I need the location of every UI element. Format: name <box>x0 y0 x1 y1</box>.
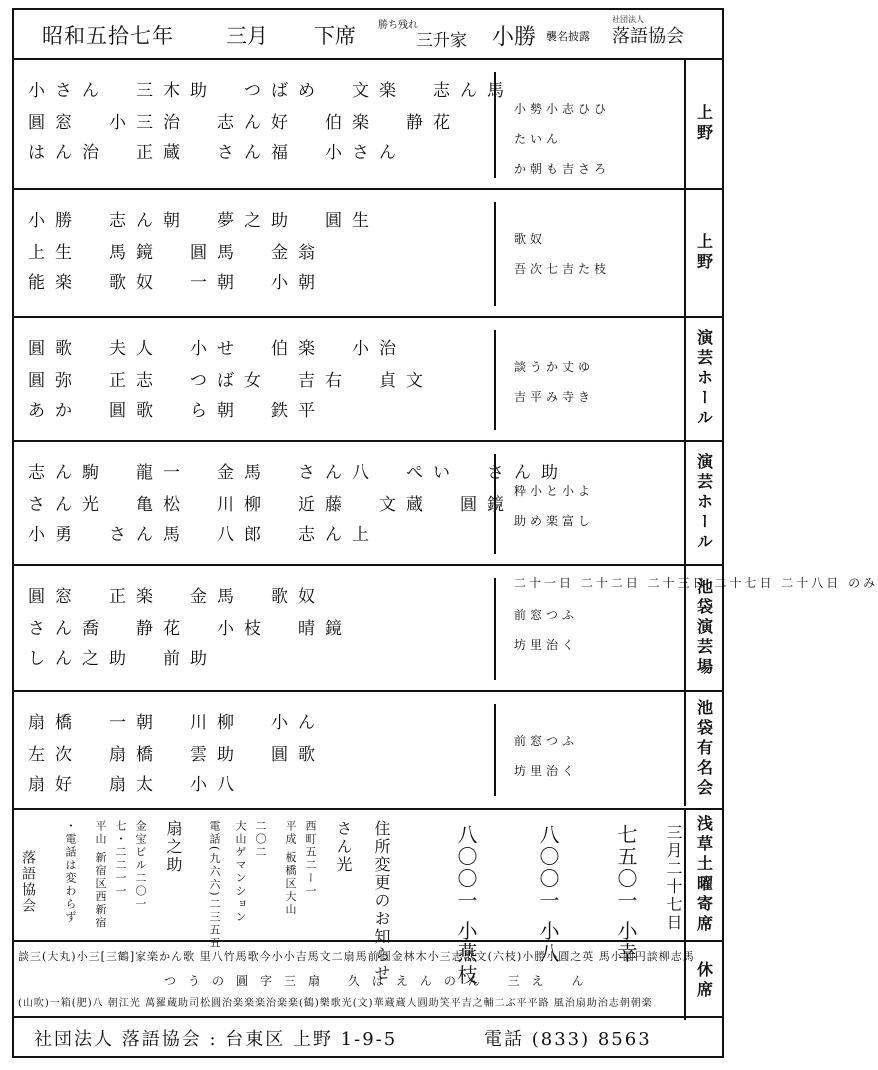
column-separator <box>494 202 496 306</box>
program-note: 吉平み寺き <box>514 390 595 404</box>
performer-row: さん光 亀松 川柳 近藤 文蔵 圓鏡 <box>28 495 514 515</box>
program-note: 小勢小志ひひ <box>514 102 611 116</box>
performer-row: 扇橋 一朝 川柳 小ん <box>28 713 325 733</box>
venue-block <box>14 442 686 564</box>
program-note: 談うか丈ゆ <box>514 360 595 374</box>
program-note: 坊里治く <box>514 764 579 778</box>
notice-line: ・電話は変わらず <box>64 820 77 924</box>
program-note: 歌奴 <box>514 232 547 246</box>
venue-label: 池袋演芸場 <box>694 578 714 678</box>
promo-2: 八〇〇一 小八 <box>536 824 560 965</box>
notice-line: さん光 <box>334 820 353 874</box>
header <box>14 10 722 58</box>
rest-line-3: (山吹)一箱(肥)八 朝江光 萬羅蔵助司松圓治楽楽楽治楽楽(鶴)樂歌光(文)華蔵蔵人圓助笑平吉之輔二ぶ平平路 風治扇助治志朝朝楽 <box>18 998 653 1009</box>
footer <box>14 1016 722 1056</box>
venue-block <box>14 190 686 316</box>
performer-row: 圓弥 正志 つば女 吉右 貞文 <box>28 371 433 391</box>
special-dates: 二十一日 二十二日 二十三日 二十七日 二十八日 のみ <box>514 576 878 590</box>
performer-row: 圓窓 正楽 金馬 歌奴 <box>28 587 325 607</box>
divider <box>14 440 722 442</box>
header-assoc: 落語協会 <box>612 26 684 47</box>
performer-row: 圓窓 小三治 志ん好 伯楽 静花 <box>28 113 460 133</box>
footer-phone: 電話 (833) 8563 <box>484 1029 652 1050</box>
header-org-name: 三升家 <box>416 31 467 51</box>
venue-label: 浅草土曜寄席 <box>694 815 714 935</box>
venue-column <box>684 60 722 188</box>
performer-row: 志ん駒 龍一 金馬 さん八 ぺい さん助 <box>28 463 568 483</box>
performer-row: さん喬 静花 小枝 晴鏡 <box>28 619 352 639</box>
program-sheet <box>12 8 878 1058</box>
venue-label: 演芸ホール <box>694 453 714 553</box>
column-separator <box>494 330 496 430</box>
performer-row: 能楽 歌奴 一朝 小朝 <box>28 273 325 293</box>
performer-row: 扇好 扇太 小八 <box>28 775 244 795</box>
performer-row: はん治 正蔵 さん福 小さん <box>28 143 406 163</box>
venue-block <box>14 318 686 440</box>
venue-column <box>684 318 722 440</box>
venue-label: 上野 <box>694 233 714 273</box>
program-note: 前窓つふ <box>514 608 579 622</box>
column-separator <box>494 578 496 680</box>
program-note: 粋小と小よ <box>514 484 595 498</box>
venue-block <box>14 60 686 188</box>
rest-block <box>14 942 695 1020</box>
program-note: たいん <box>514 132 563 146</box>
notice-date: 三月二十七日 <box>664 824 683 932</box>
header-assoc-small: 社団法人 <box>612 15 644 24</box>
header-org-small: 勝ち残れ <box>378 20 418 31</box>
performer-row: 左次 扇橋 雲助 圓歌 <box>28 745 325 765</box>
venue-column <box>684 190 722 316</box>
performer-row: 圓歌 夫人 小せ 伯楽 小治 <box>28 339 406 359</box>
venue-block <box>14 692 686 806</box>
rest-line-2: つうの圓字三扇 久はえんのん 三え ん <box>164 974 596 988</box>
venue-label: 上野 <box>694 104 714 144</box>
notice-line: 電話(九六六)二三五五 <box>208 820 221 950</box>
notice-line: 扇之助 <box>164 820 183 874</box>
program-note: か朝も吉さろ <box>514 162 611 176</box>
venue-label: 演芸ホール <box>694 329 714 429</box>
venue-column <box>684 810 722 940</box>
header-cycle: 下席 <box>314 24 356 48</box>
venue-column <box>684 692 722 806</box>
performer-row: あか 圓歌 ら朝 鉄平 <box>28 401 325 421</box>
divider <box>14 690 722 692</box>
header-chair-note: 襲名披露 <box>546 30 590 43</box>
notice-line: 金宝ビル二〇一 <box>134 820 147 911</box>
notice-line: 平成 板橋区大山 <box>284 820 297 917</box>
performer-row: しん之助 前助 <box>28 649 217 669</box>
column-separator <box>494 454 496 554</box>
performer-row: 上生 馬鏡 圓馬 金翁 <box>28 243 325 263</box>
notice-assoc: 落語協会 <box>20 850 36 914</box>
program-note: 吾次七吉た枝 <box>514 262 611 276</box>
divider <box>14 188 722 190</box>
notice-line: 平山 新宿区西新宿 <box>94 820 107 930</box>
footer-address: 社団法人 落語協会 : 台東区 上野 1-9-5 <box>34 1029 398 1050</box>
venue-column <box>684 942 722 1020</box>
rest-line-1: 談三(大丸)小三[三鶴]家楽かん歌 里八竹馬歌今小小吉馬文二扇馬前圓金林木小三志歌文(六枝)小勝小圓之英 馬小圓円談柳志馬 <box>18 950 695 963</box>
performer-row: 小勝 志ん朝 夢之助 圓生 <box>28 211 379 231</box>
notice-line: 七・二二一一 <box>114 820 127 898</box>
venue-column <box>684 442 722 564</box>
program-note: 助め楽富し <box>514 514 595 528</box>
column-separator <box>494 72 496 178</box>
venue-label: 池袋有名会 <box>694 699 714 799</box>
performer-row: 小さん 三木助 つばめ 文楽 志ん馬 <box>28 81 514 101</box>
notice-line: 大山ゲマンション <box>234 820 247 924</box>
column-separator <box>494 704 496 796</box>
performer-row: 小勇 さん馬 八郎 志ん上 <box>28 525 379 545</box>
notice-line: 二〇二 <box>254 820 267 859</box>
header-date: 昭和五拾七年 <box>42 24 174 48</box>
program-note: 前窓つふ <box>514 734 579 748</box>
promo-3: 七五〇一 小幸 <box>614 824 638 965</box>
divider <box>14 316 722 318</box>
notice-line: 西町五二ー一 <box>304 820 317 898</box>
program-note: 坊里治く <box>514 638 579 652</box>
notice-line: 住所変更のお知らせ <box>372 820 391 982</box>
venue-column <box>684 566 722 690</box>
header-chair: 小勝 <box>492 25 537 50</box>
divider <box>14 564 722 566</box>
venue-label: 休席 <box>694 961 714 1001</box>
header-month: 三月 <box>226 24 268 48</box>
promo-1: 八〇〇一 小燕枝 <box>454 824 478 987</box>
